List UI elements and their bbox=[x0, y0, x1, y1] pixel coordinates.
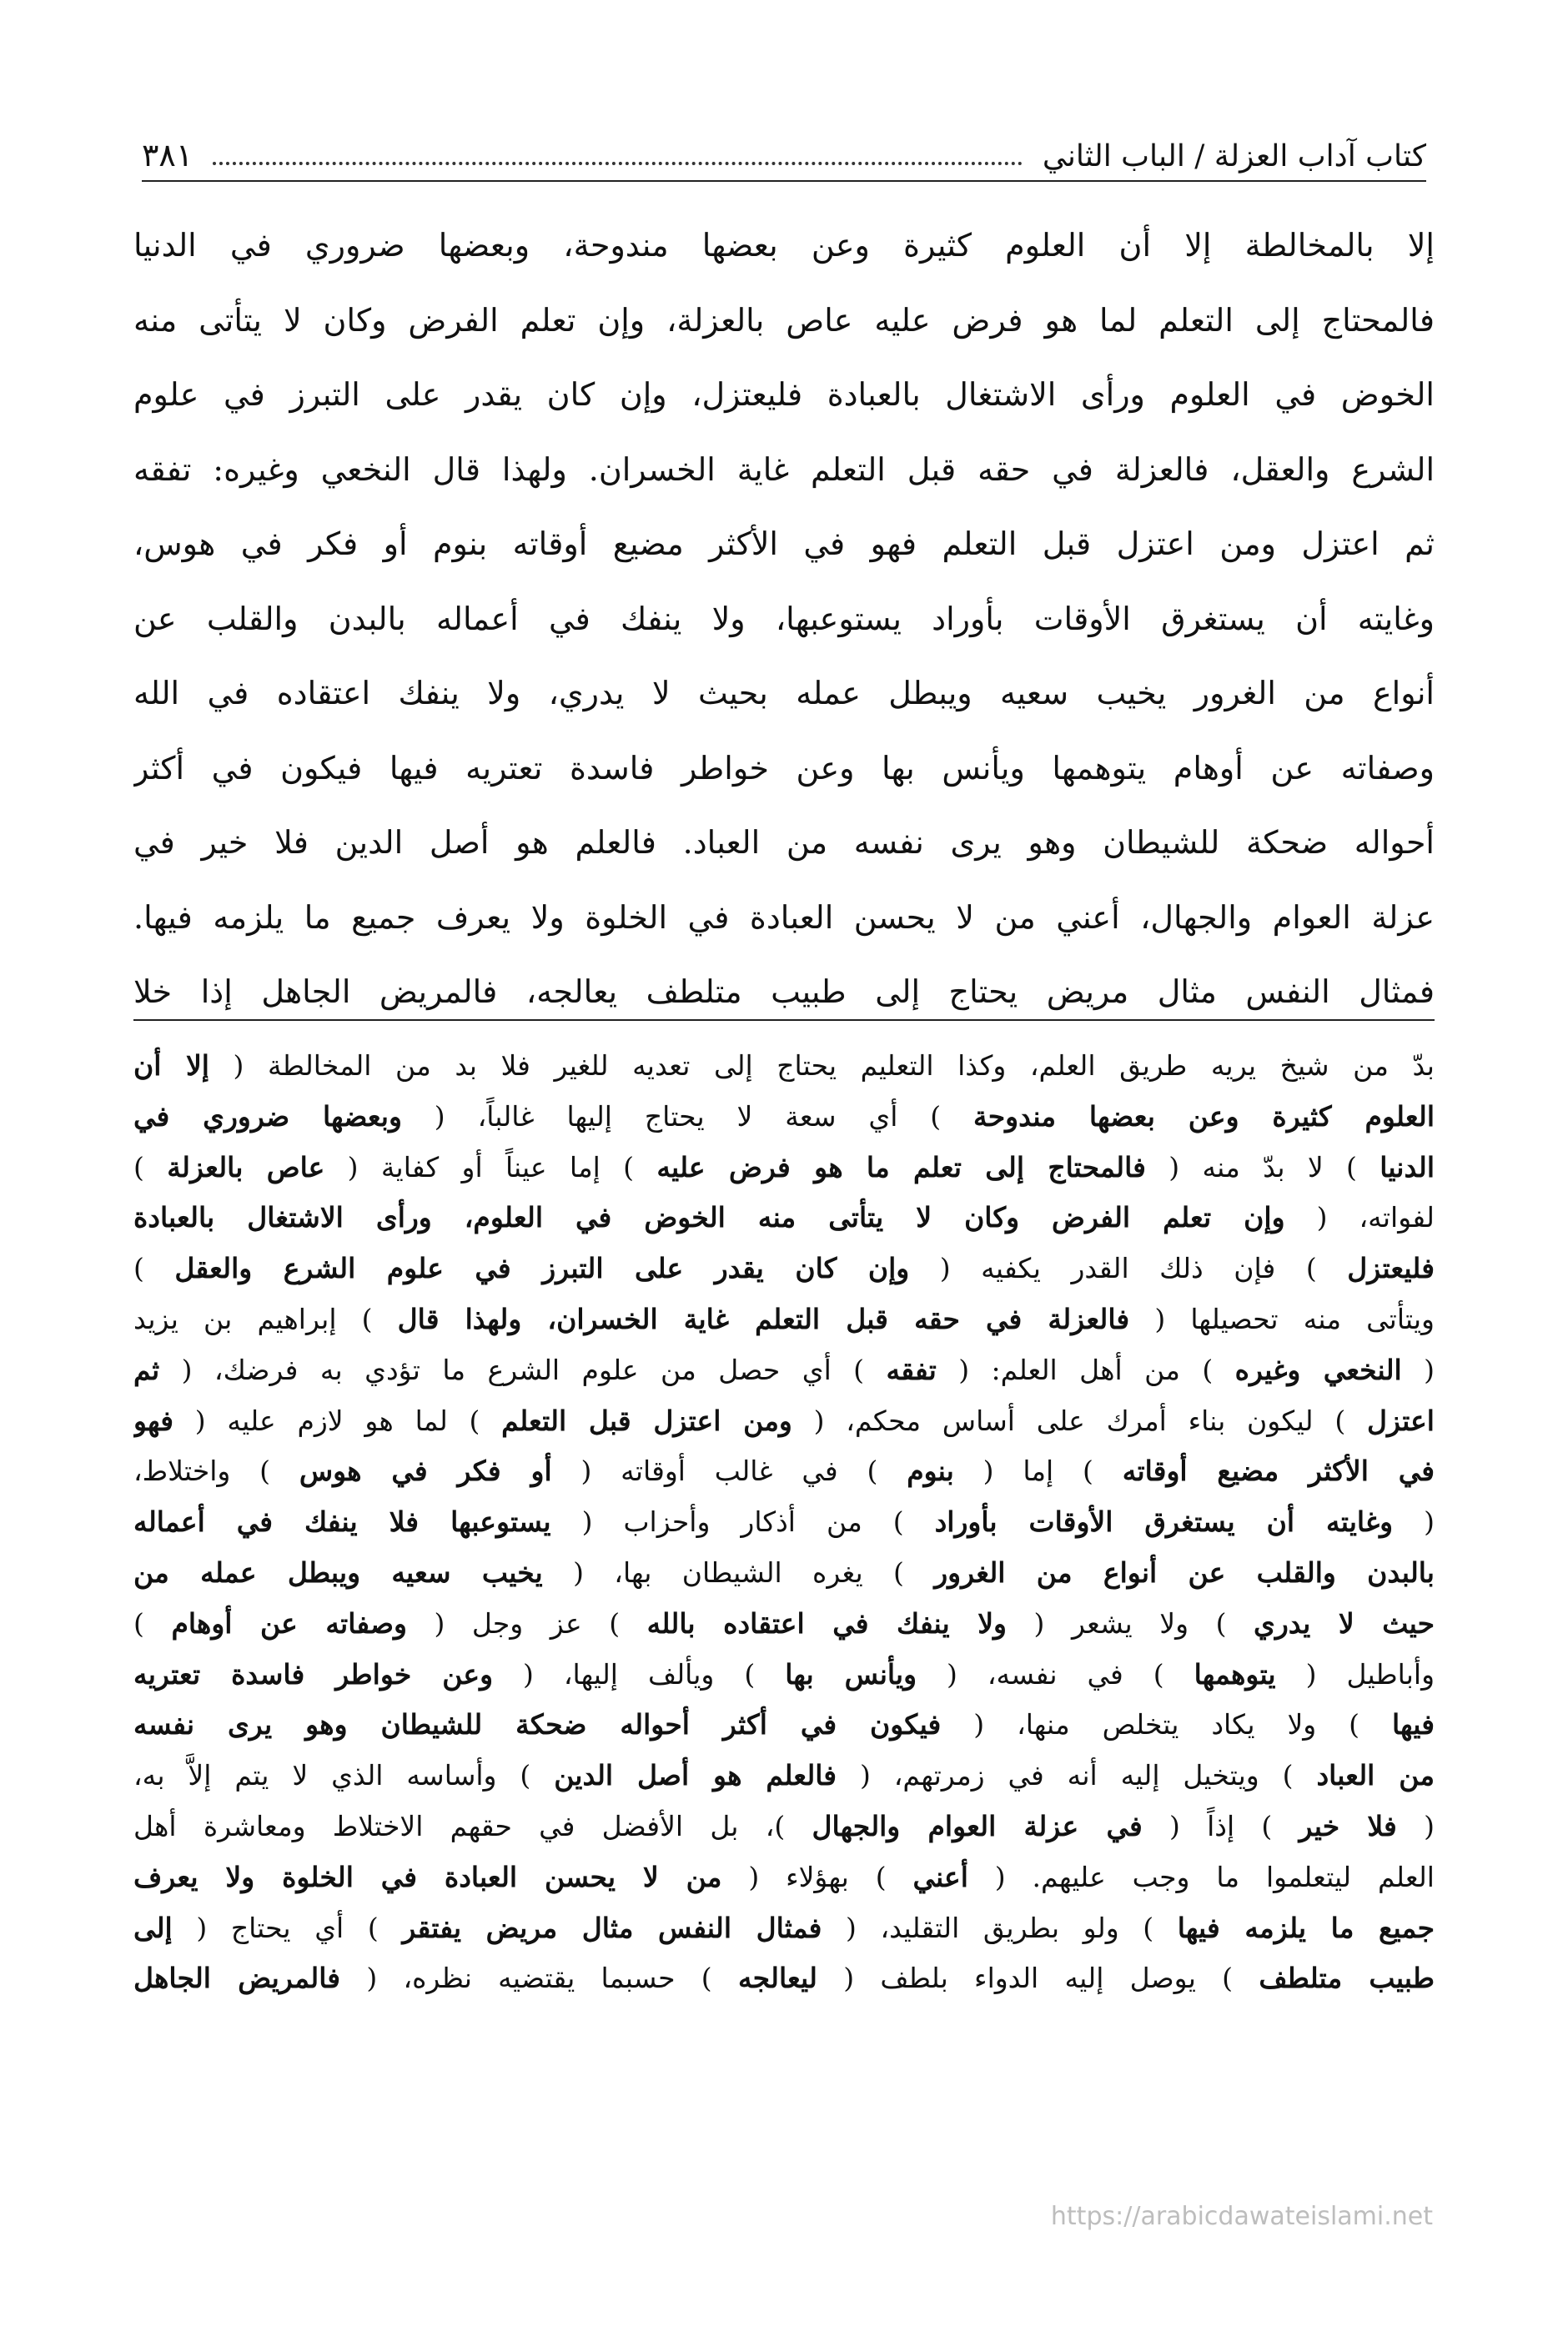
matn-quote: إلى bbox=[133, 1911, 173, 1944]
matn-quote: إلا أن bbox=[133, 1049, 209, 1082]
matn-quote: بالبدن والقلب عن أنواع من الغرور bbox=[934, 1556, 1435, 1589]
commentary-line bbox=[133, 1497, 1435, 1548]
matn-quote: أعني bbox=[912, 1860, 968, 1893]
matn-quote: وإن تعلم الفرض وكان لا يتأتى منه الخوض في العلوم، ورأى الاشتغال بالعبادة bbox=[133, 1201, 1285, 1234]
commentary-line bbox=[133, 1193, 1435, 1244]
commentary-line bbox=[133, 1446, 1435, 1497]
commentary-segment: بدّ من شيخ يريه طريق العلم، وكذا التعليم يحتاج إلى تعديه للغير فلا بد من المخالطة ( bbox=[209, 1049, 1435, 1082]
matn-quote: فلا خير bbox=[1299, 1809, 1397, 1842]
commentary-line bbox=[133, 1751, 1435, 1802]
commentary-segment: ) bbox=[133, 1150, 168, 1184]
commentary-segment: ) يغره الشيطان بها، ( bbox=[542, 1556, 935, 1589]
matn-quote: اعتزل bbox=[1366, 1404, 1435, 1437]
commentary-segment: ) bbox=[133, 1252, 175, 1285]
matn-quote: تفقه bbox=[886, 1353, 937, 1386]
commentary-segment: ) ولا يشعر ( bbox=[1007, 1606, 1254, 1640]
main-text-line: أحواله ضحكة للشيطان وهو يرى نفسه من العباد. فالعلم هو أصل الدين فلا خير في bbox=[133, 824, 1435, 861]
commentary-segment: ) إما عيناً أو كفاية ( bbox=[324, 1150, 657, 1184]
commentary-line bbox=[133, 1143, 1435, 1194]
commentary-segment: ) يوصل إليه الدواء بلطف ( bbox=[817, 1962, 1259, 1995]
matn-quote: فالمحتاج إلى تعلم ما هو فرض عليه bbox=[656, 1150, 1146, 1184]
main-text-line: فالمحتاج إلى التعلم لما هو فرض عليه عاص بالعزلة، وإن تعلم الفرض وكان لا يتأتى منه bbox=[133, 301, 1435, 339]
main-text-line: أنواع من الغرور يخيب سعيه ويبطل عمله بحيث لا يدري، ولا ينفك اعتقاده في الله bbox=[133, 675, 1435, 711]
commentary-segment: ) وأساسه الذي لا يتم إلاَّ به، bbox=[133, 1759, 555, 1792]
commentary-segment: ) بهؤلاء ( bbox=[721, 1860, 913, 1893]
matn-quote: جميع ما يلزمه فيها bbox=[1177, 1911, 1435, 1944]
matn-quote: الدنيا bbox=[1380, 1150, 1435, 1184]
page-number: ٣٨١ bbox=[142, 137, 193, 173]
commentary-line bbox=[133, 1700, 1435, 1751]
matn-quote: طبيب متلطف bbox=[1259, 1962, 1435, 1995]
commentary-segment: ) حسبما يقتضيه نظره، ( bbox=[340, 1962, 738, 1995]
matn-quote: وعن خواطر فاسدة تعتريه bbox=[133, 1657, 494, 1691]
matn-quote: فالمريض الجاهل bbox=[133, 1962, 341, 1995]
commentary-line bbox=[133, 1650, 1435, 1701]
commentary-segment: ) إبراهيم بن يزيد bbox=[133, 1302, 398, 1335]
matn-quote: النخعي وغيره bbox=[1234, 1353, 1402, 1386]
matn-quote: يخيب سعيه ويبطل عمله من bbox=[133, 1556, 543, 1589]
commentary-line bbox=[133, 1802, 1435, 1852]
matn-quote: من لا يحسن العبادة في الخلوة ولا يعرف bbox=[133, 1860, 722, 1893]
main-text-line: فمثال النفس مثال مريض يحتاج إلى طبيب متلطف يعالجه، فالمريض الجاهل إذا خلا bbox=[133, 973, 1435, 1010]
commentary-segment: ) ولو بطريق التقليد، ( bbox=[822, 1911, 1178, 1944]
commentary-segment: العلم ليتعلموا ما وجب عليهم. ( bbox=[967, 1860, 1435, 1893]
matn-quote: يتوهمها bbox=[1194, 1657, 1276, 1691]
main-text bbox=[133, 209, 1435, 1030]
commentary-segment: ) من أهل العلم: ( bbox=[936, 1353, 1235, 1386]
commentary-segment: ) في نفسه، ( bbox=[917, 1657, 1194, 1691]
matn-quote: فهو bbox=[133, 1404, 174, 1437]
commentary-segment: لفواته، ( bbox=[1284, 1201, 1435, 1234]
matn-quote: بنوم bbox=[907, 1455, 954, 1488]
matn-quote: فيها bbox=[1392, 1708, 1435, 1741]
commentary-line bbox=[133, 1294, 1435, 1345]
matn-quote: وبعضها ضروري في bbox=[133, 1099, 402, 1133]
commentary-text bbox=[133, 1041, 1435, 2004]
commentary-segment: ) فإن ذلك القدر يكفيه ( bbox=[909, 1252, 1348, 1285]
matn-quote: وصفاته عن أوهام bbox=[171, 1606, 407, 1640]
commentary-line bbox=[133, 1396, 1435, 1447]
commentary-segment: ) ويألف إليها، ( bbox=[493, 1657, 786, 1691]
running-head: كتاب آداب العزلة / الباب الثاني bbox=[1042, 139, 1426, 173]
matn-quote: فالعلم هو أصل الدين bbox=[554, 1759, 837, 1792]
commentary-segment: ) عز وجل ( bbox=[406, 1606, 647, 1640]
main-text-line: وغايته أن يستغرق الأوقات بأوراد يستوعبها، ولا ينفك في أعماله بالبدن والقلب عن bbox=[133, 600, 1435, 637]
commentary-line bbox=[133, 1092, 1435, 1143]
matn-quote: حيث لا يدري bbox=[1254, 1606, 1435, 1640]
commentary-segment: ) في غالب أوقاته ( bbox=[551, 1455, 907, 1488]
commentary-segment: ) إما ( bbox=[953, 1455, 1123, 1488]
commentary-segment: ) لما هو لازم عليه ( bbox=[173, 1404, 502, 1437]
main-text-line: الشرع والعقل، فالعزلة في حقه قبل التعلم غاية الخسران. ولهذا قال النخعي وغيره: تفقه bbox=[133, 450, 1435, 488]
commentary-line bbox=[133, 1041, 1435, 1092]
commentary-line bbox=[133, 1903, 1435, 1954]
main-text-line: إلا بالمخالطة إلا أن العلوم كثيرة وعن بعضها مندوحة، وبعضها ضروري في الدنيا bbox=[133, 227, 1435, 264]
matn-quote: عاص بالعزلة bbox=[167, 1150, 325, 1184]
dotted-leader bbox=[213, 162, 1023, 165]
matn-quote: وإن كان يقدر على التبرز في علوم الشرع والعقل bbox=[174, 1252, 910, 1285]
matn-quote: فيكون في أكثر أحواله ضحكة للشيطان وهو يرى نفسه bbox=[133, 1708, 942, 1741]
commentary-segment: ) إذاً ( bbox=[1142, 1809, 1299, 1842]
matn-quote: من العباد bbox=[1316, 1759, 1435, 1792]
commentary-segment: ( bbox=[1393, 1505, 1435, 1539]
commentary-segment: ويتأتى منه تحصيلها ( bbox=[1129, 1302, 1435, 1335]
commentary-segment: ) ولا يكاد يتخلص منها، ( bbox=[941, 1708, 1392, 1741]
commentary-line bbox=[133, 1244, 1435, 1294]
main-text-line: وصفاته عن أوهام يتوهمها ويأنس بها وعن خواطر فاسدة تعتريه فيها فيكون في أكثر bbox=[133, 749, 1435, 787]
matn-quote: ليعالجه bbox=[737, 1962, 817, 1995]
matn-quote: ثم bbox=[133, 1353, 160, 1386]
commentary-segment: ) أي يحتاج ( bbox=[172, 1911, 403, 1944]
matn-quote: في الأكثر مضيع أوقاته bbox=[1122, 1455, 1435, 1488]
commentary-segment: ) واختلاط، bbox=[133, 1455, 299, 1488]
matn-quote: فالعزلة في حقه قبل التعلم غاية الخسران، ولهذا قال bbox=[397, 1302, 1130, 1335]
matn-quote: ويأنس بها bbox=[785, 1657, 917, 1691]
commentary-segment: ) لا بدّ منه ( bbox=[1145, 1150, 1380, 1184]
commentary-segment: ) ليكون بناء أمرك على أساس محكم، ( bbox=[792, 1404, 1367, 1437]
matn-quote: وغايته أن يستغرق الأوقات بأوراد bbox=[934, 1505, 1394, 1539]
commentary-segment: ) bbox=[133, 1606, 172, 1640]
main-text-line: ثم اعتزل ومن اعتزل قبل التعلم فهو في الأكثر مضيع أوقاته بنوم أو فكر في هوس، bbox=[133, 525, 1435, 562]
commentary-line bbox=[133, 1548, 1435, 1599]
main-text-line: الخوض في العلوم ورأى الاشتغال بالعبادة فليعتزل، وإن كان يقدر على التبرز في علوم bbox=[133, 376, 1435, 413]
commentary-segment: وأباطيل ( bbox=[1275, 1657, 1435, 1691]
commentary-line bbox=[133, 1599, 1435, 1650]
main-text-line: عزلة العوام والجهال، أعني من لا يحسن العبادة في الخلوة ولا يعرف جميع ما يلزمه فيها. bbox=[133, 898, 1435, 936]
commentary-segment: ) من أذكار وأحزاب ( bbox=[550, 1505, 935, 1539]
commentary-segment: ) أي سعة لا يحتاج إليها غالباً، ( bbox=[401, 1099, 974, 1133]
commentary-line bbox=[133, 1953, 1435, 2004]
watermark-url: https://arabicdawateislami.net bbox=[1050, 2202, 1433, 2231]
matn-quote: فليعتزل bbox=[1347, 1252, 1435, 1285]
matn-quote: في عزلة العوام والجهال bbox=[812, 1809, 1143, 1842]
commentary-segment: ( bbox=[1401, 1353, 1435, 1386]
commentary-segment: ) أي حصل من علوم الشرع ما تؤدي به فرضك، ( bbox=[159, 1353, 887, 1386]
commentary-segment: ) ويتخيل إليه أنه في زمرتهم، ( bbox=[837, 1759, 1317, 1792]
matn-quote: ومن اعتزل قبل التعلم bbox=[501, 1404, 792, 1437]
commentary-line bbox=[133, 1852, 1435, 1903]
matn-quote: فمثال النفس مثال مريض يفتقر bbox=[402, 1911, 822, 1944]
matn-quote: العلوم كثيرة وعن بعضها مندوحة bbox=[973, 1099, 1435, 1133]
commentary-line bbox=[133, 1345, 1435, 1396]
footnote-separator bbox=[133, 1019, 1435, 1021]
commentary-segment: )، بل الأفضل في حقهم الاختلاط ومعاشرة أهل bbox=[133, 1809, 812, 1842]
matn-quote: يستوعبها فلا ينفك في أعماله bbox=[133, 1505, 551, 1539]
page-header bbox=[142, 115, 1426, 182]
matn-quote: ولا ينفك في اعتقاده بالله bbox=[646, 1606, 1007, 1640]
matn-quote: أو فكر في هوس bbox=[299, 1455, 552, 1488]
commentary-segment: ( bbox=[1396, 1809, 1435, 1842]
